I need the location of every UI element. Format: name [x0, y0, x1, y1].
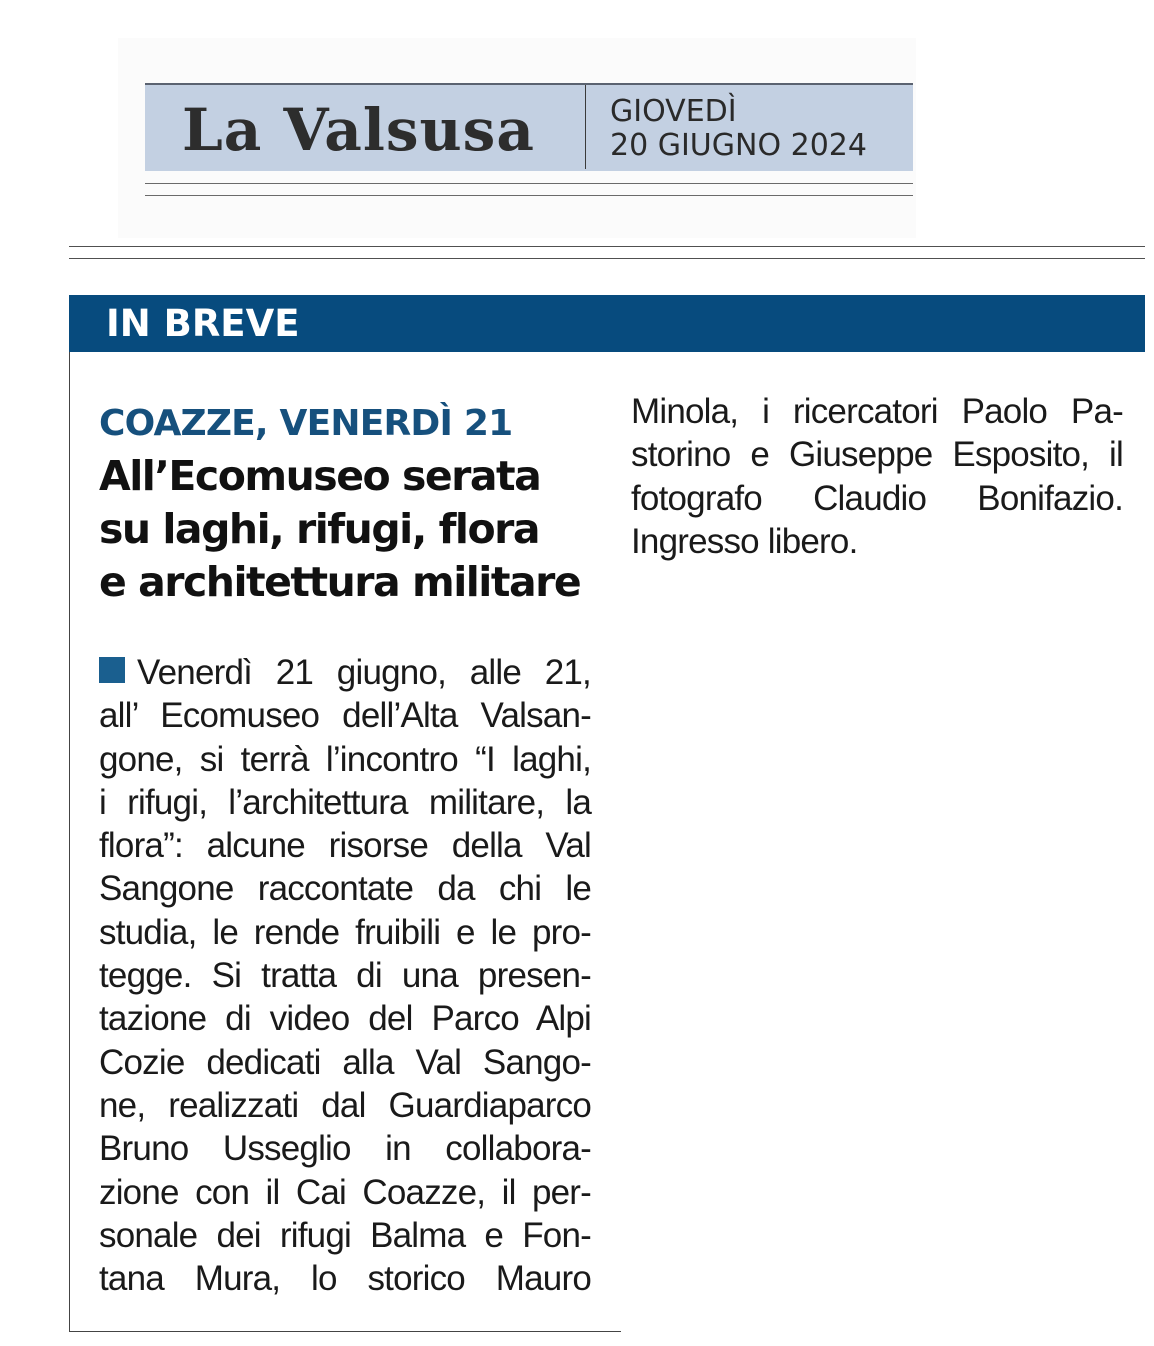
body-line: Ingresso libero.: [631, 521, 858, 561]
body-line: Bruno Usseglio in collabora-: [99, 1129, 591, 1169]
body-line: i rifugi, l’architettura militare, la: [99, 782, 591, 822]
body-line: sonale dei rifugi Balma e Fon-: [99, 1215, 591, 1255]
masthead-date: [610, 95, 867, 163]
masthead-rule-upper: [145, 183, 913, 184]
body-line: Cozie dedicati alla Val Sango-: [99, 1042, 591, 1082]
article-frame-left: [69, 352, 70, 1332]
body-line: gone, si terrà l’incontro “I laghi,: [99, 739, 591, 779]
body-line: studia, le rende fruibili e le pro-: [99, 912, 591, 952]
bullet-square-icon: [99, 657, 125, 683]
body-line: ne, realizzati dal Guardiaparco: [99, 1085, 591, 1125]
body-line: Sangone raccontate da chi le: [99, 869, 591, 909]
section-title: IN BREVE: [106, 302, 300, 345]
date-full: 20 GIUGNO 2024: [610, 128, 867, 163]
body-line: tegge. Si tratta di una presen-: [99, 956, 591, 996]
masthead-divider: [585, 85, 586, 169]
date-weekday: GIOVEDÌ: [610, 94, 737, 129]
body-line: tazione di video del Parco Alpi: [99, 999, 591, 1039]
masthead-rule-lower: [145, 195, 913, 196]
article-kicker: COAZZE, VENERDÌ 21: [99, 403, 513, 444]
body-line: tana Mura, lo storico Mauro: [99, 1259, 591, 1299]
section-rule-upper: [69, 246, 1145, 247]
headline-line: All’Ecomuseo serata: [99, 452, 541, 500]
headline-line: su laghi, rifugi, flora: [99, 505, 540, 553]
article-body-column-1: [99, 651, 591, 1300]
body-line: all’ Ecomuseo dell’Alta Valsan-: [99, 696, 591, 736]
body-line: storino e Giuseppe Esposito, il: [631, 435, 1123, 475]
body-line: fotografo Claudio Bonifazio.: [631, 478, 1123, 518]
article-headline: [99, 450, 619, 609]
body-line: Venerdì 21 giugno, alle 21,: [99, 651, 591, 694]
headline-line: e architettura militare: [99, 558, 581, 606]
body-line: Minola, i ricercatori Paolo Pa-: [631, 392, 1123, 431]
section-rule-lower: [69, 258, 1145, 259]
newspaper-logo: La Valsusa: [182, 96, 535, 164]
article-frame-bottom: [69, 1331, 621, 1332]
article-body-column-2: [631, 390, 1123, 563]
body-line: flora”: alcune risorse della Val: [99, 826, 591, 866]
body-line: zione con il Cai Coazze, il per-: [99, 1172, 591, 1212]
